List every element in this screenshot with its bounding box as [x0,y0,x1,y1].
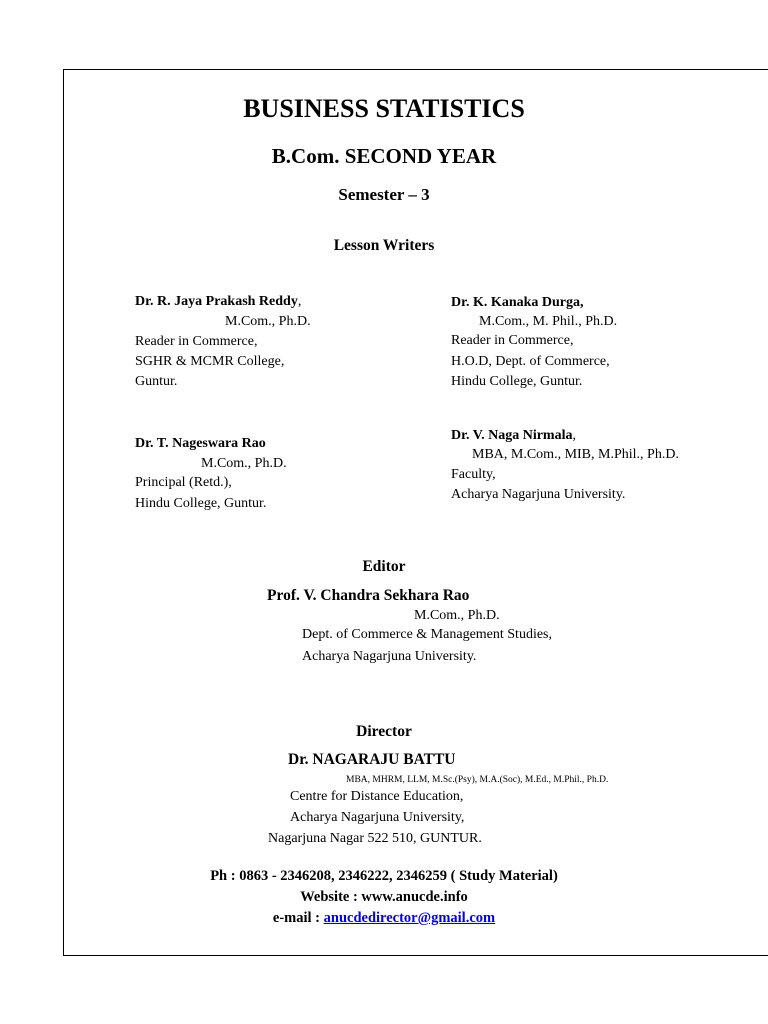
writer-1-quals: M.Com., Ph.D. [225,314,311,329]
writer-3-line-2: Hindu College, Guntur. [135,496,267,511]
document-title: BUSINESS STATISTICS [243,94,525,123]
director-name: Dr. NAGARAJU BATTU [288,751,456,768]
email-line [0,908,768,929]
email-label: e-mail : [272,910,324,926]
writer-4-line-2: Acharya Nagarjuna University. [451,487,626,502]
editor-line-2: Acharya Nagarjuna University. [302,649,477,664]
writer-3-name: Dr. T. Nageswara Rao [135,436,266,451]
writer-3-name-line [135,434,266,454]
phone-line: Ph : 0863 - 2346208, 2346222, 2346259 ( Study Material) [210,868,558,884]
writer-1-line-2: SGHR & MCMR College, [135,354,285,369]
director-heading: Director [356,723,412,740]
director-line-1: Centre for Distance Education, [290,789,464,804]
writer-4-name: Dr. V. Naga Nirmala [451,428,573,443]
editor-line-1: Dept. of Commerce & Management Studies, [302,627,552,642]
editor-name: Prof. V. Chandra Sekhara Rao [267,587,470,604]
writer-3-line-1: Principal (Retd.), [135,475,232,490]
writer-2-line-2: H.O.D, Dept. of Commerce, [451,354,610,369]
writer-4-name-line [451,426,576,446]
director-line-3: Nagarjuna Nagar 522 510, GUNTUR. [268,831,482,846]
writer-4-line-1: Faculty, [451,467,496,482]
writer-1-name: Dr. R. Jaya Prakash Reddy [135,294,298,309]
director-line-2: Acharya Nagarjuna University, [290,810,465,825]
writer-2-line-3: Hindu College, Guntur. [451,374,583,389]
writer-2-name: Dr. K. Kanaka Durga, [451,295,584,310]
email-link[interactable]: anucdedirector@gmail.com [323,910,496,926]
writer-2-quals: M.Com., M. Phil., Ph.D. [479,314,618,329]
writer-1-line-3: Guntur. [135,374,178,389]
director-quals: MBA, MHRM, LLM, M.Sc.(Psy), M.A.(Soc), M.Ed., M.Phil., Ph.D. [346,775,609,785]
editor-heading: Editor [362,558,406,575]
writer-4-quals: MBA, M.Com., MIB, M.Phil., Ph.D. [472,447,679,462]
website-line: Website : www.anucde.info [300,889,468,905]
writer-1-line-1: Reader in Commerce, [135,334,258,349]
lesson-writers-heading: Lesson Writers [333,237,435,254]
writer-3-quals: M.Com., Ph.D. [201,456,287,471]
semester-label: Semester – 3 [338,185,430,204]
editor-quals: M.Com., Ph.D. [414,608,500,623]
writer-2-name-line [451,293,584,313]
writer-1-name-line [135,292,301,312]
writer-2-line-1: Reader in Commerce, [451,333,574,348]
writer-1-name-suffix: , [297,294,302,309]
writer-4-name-suffix: , [572,428,576,443]
course-subtitle: B.Com. SECOND YEAR [271,144,497,168]
